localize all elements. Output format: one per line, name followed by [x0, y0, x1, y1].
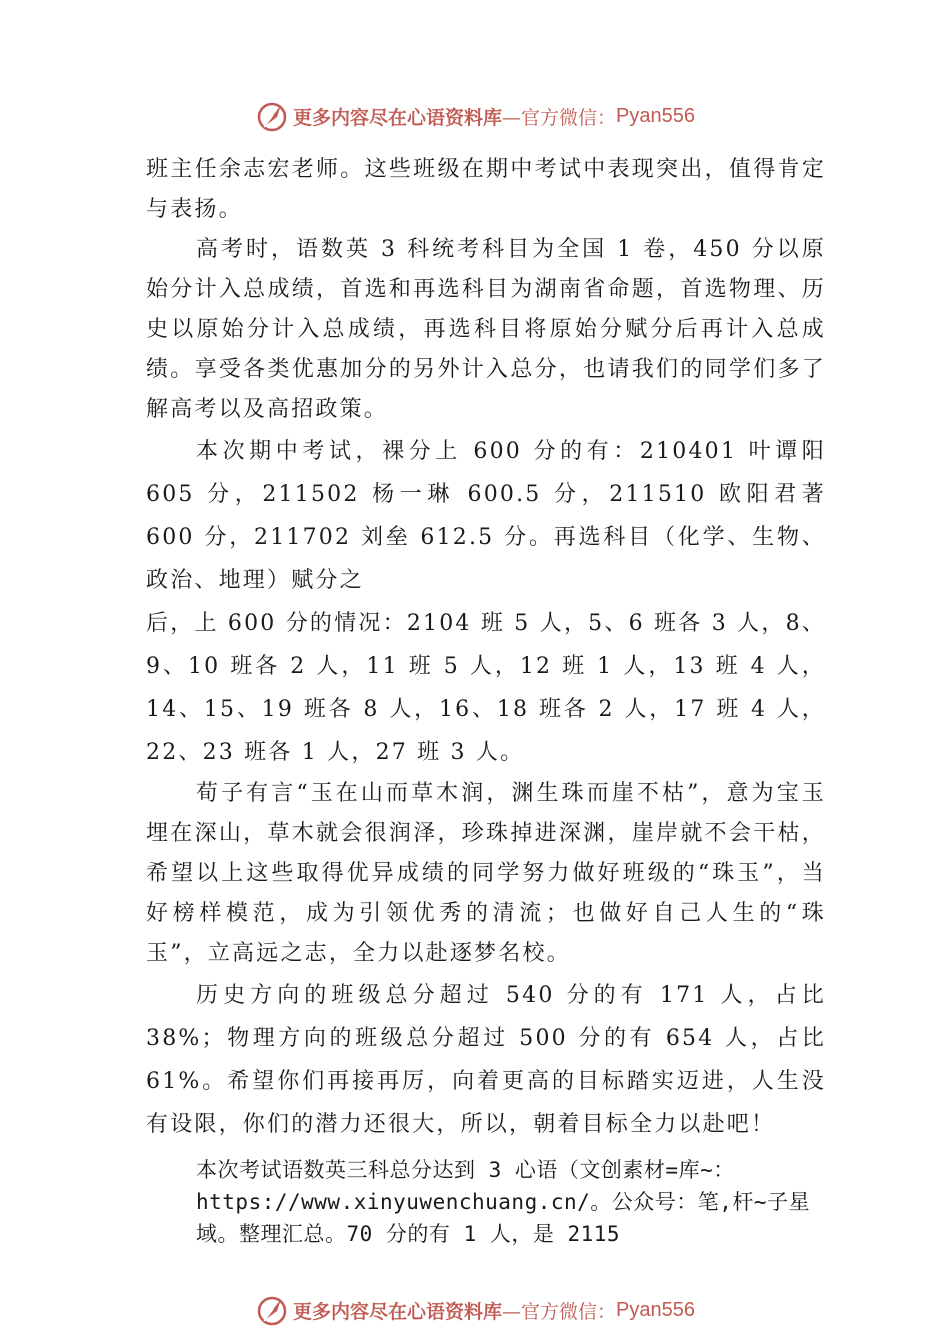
paragraph: 本次期中考试，裸分上 600 分的有：210401 叶谭阳 605 分，211502 杨一琳 600.5 分，211510 欧阳君著 600 分，211702 刘垒 612.5 分。再选科目（化学、生物、政治、地理）赋分之	[146, 439, 826, 593]
paragraph: 班主任余志宏老师。这些班级在期中考试中表现突出，值得肯定与表扬。	[146, 157, 826, 222]
paragraph: 历史方向的班级总分超过 540 分的有 171 人，占比 38%；物理方向的班级总分超过 500 分的有 654 人，占比 61%。希望你们再接再厉，向着更高的目标踏实迈进，人生没有设限，你们的潜力还很大，所以，朝着目标全力以赴吧！	[146, 983, 826, 1137]
header-watermark	[0, 96, 950, 136]
footer-wechat-label: —官方微信：	[502, 1300, 617, 1323]
paragraph: 荀子有言“玉在山而草木润，渊生珠而崖不枯”，意为宝玉埋在深山，草木就会很润泽，珍珠掉进深渊，崖岸就不会干枯，希望以上这些取得优异成绩的同学努力做好班级的“珠玉”，当好榜样模范，成为引领优秀的清流；也做好自己人生的“珠玉”，立高远之志，全力以赴逐梦名校。	[146, 781, 826, 966]
feather-seal-icon	[255, 99, 289, 133]
header-wechat-id: Pyan556	[616, 104, 695, 127]
footer-watermark	[0, 1290, 950, 1330]
header-wechat-label: —官方微信：	[502, 106, 617, 129]
feather-seal-icon	[255, 1293, 289, 1327]
document-body	[146, 150, 826, 1250]
header-brand: 更多内容尽在心语资料库	[293, 106, 503, 129]
paragraph: 后，上 600 分的情况：2104 班 5 人，5、6 班各 3 人，8、9、10 班各 2 人，11 班 5 人，12 班 1 人，13 班 4 人，14、15、19 班各 8 人，16、18 班各 2 人，17 班 4 人，22、23 班各 1 人，27 班 3 人。	[146, 611, 826, 765]
paragraph: 本次考试语数英三科总分达到 3 心语（文创素材=库~：https://www.xinyuwenchuang.cn/。公众号：笔,杆~子星域。整理汇总。70 分的有 1 人，是 2115	[196, 1158, 811, 1246]
footer-wechat-id: Pyan556	[616, 1298, 695, 1321]
paragraph: 高考时，语数英 3 科统考科目为全国 1 卷，450 分以原始分计入总成绩，首选和再选科目为湖南省命题，首选物理、历史以原始分计入总成绩，再选科目将原始分赋分后再计入总成绩。享受各类优惠加分的另外计入总分，也请我们的同学们多了解高考以及高招政策。	[146, 237, 826, 422]
footer-brand: 更多内容尽在心语资料库	[293, 1300, 503, 1323]
